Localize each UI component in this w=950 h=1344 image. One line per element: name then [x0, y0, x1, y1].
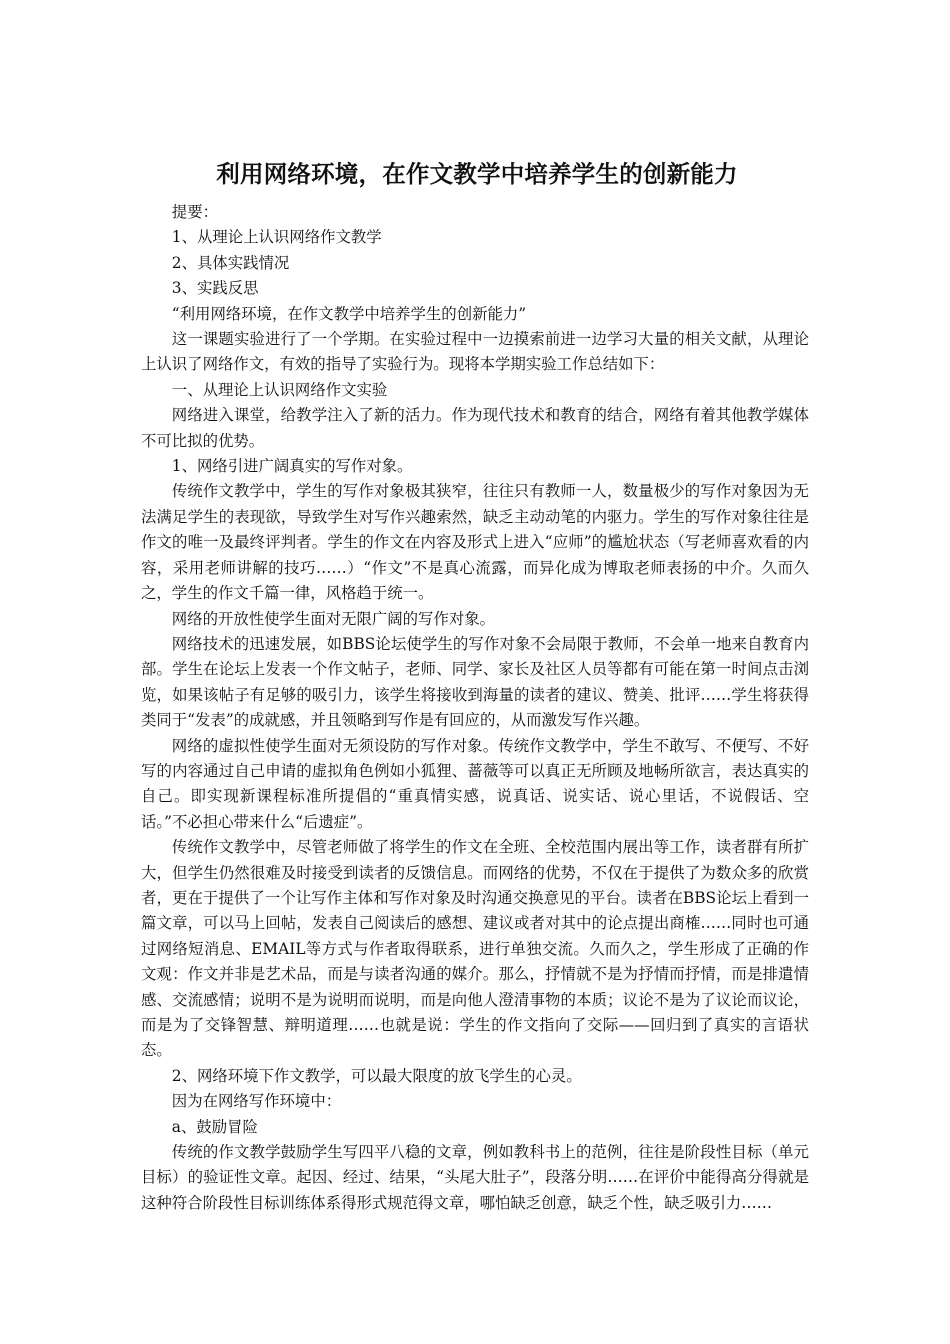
paragraph: 因为在网络写作环境中：	[171, 1092, 342, 1111]
paragraph: 传统作文教学中，尽管老师做了将学生的作文在全班、全校范围内展出等工作，读者群有所扩大，但学生仍然很难及时接受到读者的反馈信息。而网络的优势，不仅在于提供了为数众多的欣赏者，更在于提供了一个让写作主体和写作对象及时沟通交换意见的平台。读者在BBS论坛上看到一篇文章，可以马上回帖，发表自己阅读后的感想、建议或者对其中的论点提出商榷……同时也可通过网络短消息、EMAIL等方式与作者取得联系，进行单独交流。久而久之，学生形成了正确的作文观：作文并非是艺术品，而是与读者沟通的媒介。那么，抒情就不是为抒情而抒情，而是排遣情感、交流感情；说明不是为说明而说明，而是向他人澄清事物的本质；议论不是为了议论而议论，而是为了交锋智慧、辩明道理……也就是说：学生的作文指向了交际——回归到了真实的言语状态。	[141, 838, 809, 1060]
paragraph: 3、实践反思	[171, 279, 259, 298]
paragraph: 这一课题实验进行了一个学期。在实验过程中一边摸索前进一边学习大量的相关文献，从理论上认识了网络作文，有效的指导了实验行为。现将本学期实验工作总结如下：	[141, 330, 809, 374]
paragraph: 传统作文教学中，学生的写作对象极其狭窄，往往只有教师一人，数量极少的写作对象因为无法满足学生的表现欲，导致学生对写作兴趣索然，缺乏主动动笔的内驱力。学生的写作对象往往是作文的唯一及最终评判者。学生的作文在内容及形式上进入“应师”的尴尬状态（写老师喜欢看的内容，采用老师讲解的技巧……）“作文”不是真心流露，而异化成为博取老师表扬的中介。久而久之，学生的作文千篇一律，风格趋于统一。	[141, 482, 809, 603]
paragraph: 2、具体实践情况	[171, 253, 290, 272]
paragraph: 提要：	[171, 203, 218, 221]
paragraph: 1、从理论上认识网络作文教学	[171, 228, 382, 247]
document-title: 利用网络环境，在作文教学中培养学生的创新能力	[216, 160, 738, 188]
paragraph: 网络技术的迅速发展，如BBS论坛使学生的写作对象不会局限于教师，不会单一地来自教育内部。学生在论坛上发表一个作文帖子，老师、同学、家长及社区人员等都有可能在第一时间点击浏览，如果该帖子有足够的吸引力，该学生将接收到海量的读者的建议、赞美、批评……学生将获得类同于“发表”的成就感，并且领略到写作是有回应的，从而激发写作兴趣。	[141, 634, 809, 730]
paragraph: 1、网络引进广阔真实的写作对象。	[171, 457, 413, 476]
paragraph: a、鼓励冒险	[171, 1117, 258, 1136]
paragraph: 一、从理论上认识网络作文实验	[171, 380, 388, 399]
paragraph: 网络的虚拟性使学生面对无须设防的写作对象。传统作文教学中，学生不敢写、不便写、不好写的内容通过自己申请的虚拟角色例如小狐狸、蔷薇等可以真正无所顾及地畅所欲言，表达真实的自己。即实现新课程标准所提倡的“重真情实感，说真话、说实话、说心里话，不说假话、空话。”不必担心带来什么“后遗症”。	[141, 736, 809, 831]
document-body	[141, 200, 809, 1216]
paragraph: 2、网络环境下作文教学，可以最大限度的放飞学生的心灵。	[171, 1066, 582, 1085]
paragraph: “利用网络环境，在作文教学中培养学生的创新能力”	[171, 304, 527, 323]
paragraph: 网络进入课堂，给教学注入了新的活力。作为现代技术和教育的结合，网络有着其他教学媒体不可比拟的优势。	[141, 406, 809, 450]
paragraph: 传统的作文教学鼓励学生写四平八稳的文章，例如教科书上的范例，往往是阶段性目标（单元目标）的验证性文章。起因、经过、结果，“头尾大肚子”，段落分明……在评价中能得高分得就是这种符合阶段性目标训练体系得形式规范得文章，哪怕缺乏创意，缺乏个性，缺乏吸引力……	[141, 1143, 809, 1212]
paragraph: 网络的开放性使学生面对无限广阔的写作对象。	[171, 609, 496, 628]
